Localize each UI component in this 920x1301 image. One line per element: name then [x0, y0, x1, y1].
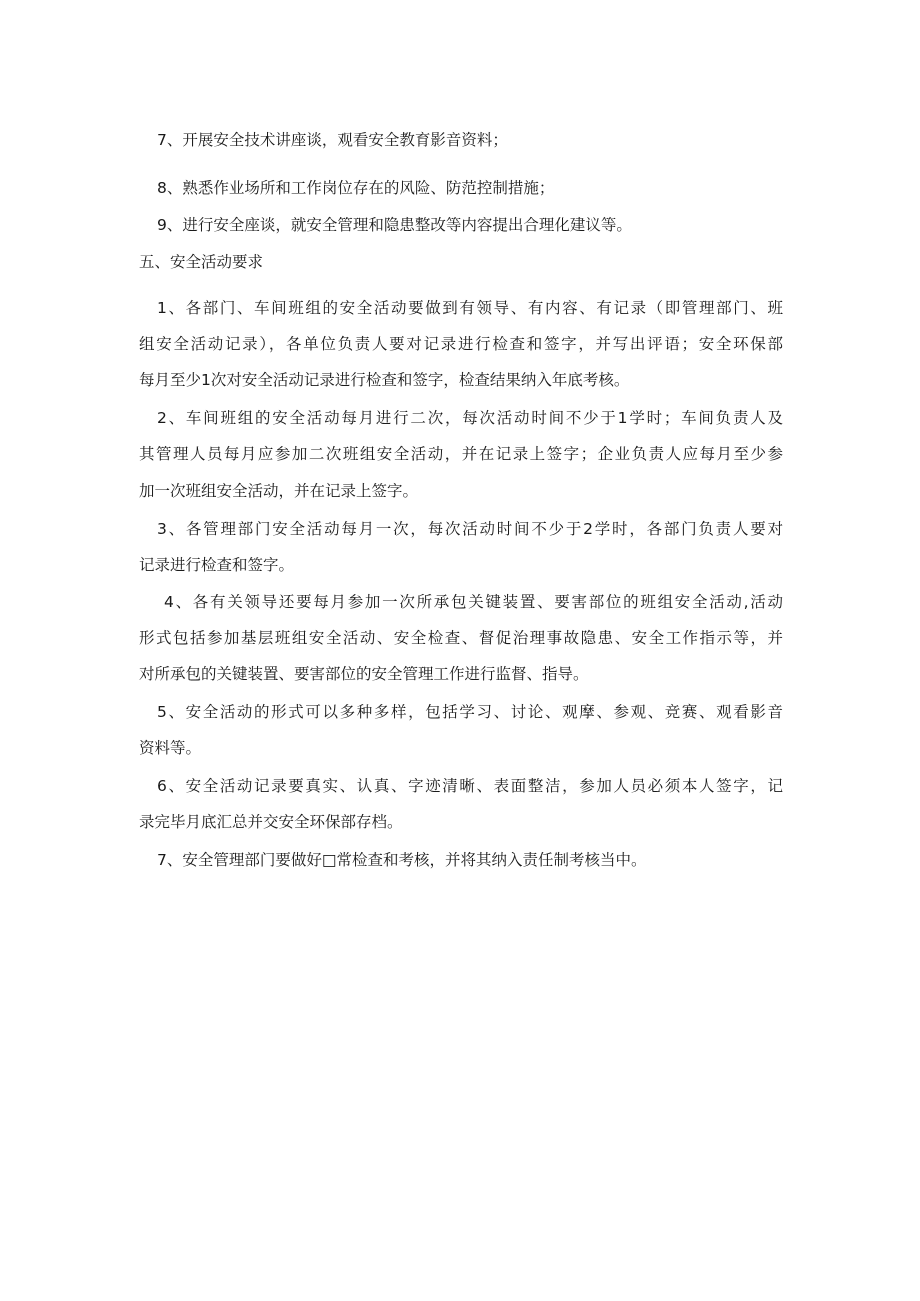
- section-heading-requirements: 五、安全活动要求: [139, 253, 264, 271]
- paragraph-4-line-1: 4、各有关领导还要每月参加一次所承包关键装置、要害部位的班组安全活动,活动: [164, 593, 783, 611]
- paragraph-2-line-2: 其管理人员每月应参加二次班组安全活动，并在记录上签字；企业负责人应每月至少参: [139, 445, 783, 463]
- list-item-7-lecture: 7、开展安全技术讲座谈，观看安全教育影音资料；: [157, 131, 508, 149]
- paragraph-7-line-1: 7、安全管理部门要做好□常检查和考核，并将其纳入责任制考核当中。: [157, 851, 647, 869]
- paragraph-5-line-1: 5、安全活动的形式可以多种多样，包括学习、讨论、观摩、参观、竞赛、观看影音: [157, 703, 783, 721]
- paragraph-1-line-3: 每月至少1次对安全活动记录进行检查和签字，检查结果纳入年底考核。: [139, 371, 630, 389]
- paragraph-5-line-2: 资料等。: [139, 739, 202, 757]
- paragraph-2-line-1: 2、车间班组的安全活动每月进行二次，每次活动时间不少于1学时；车间负责人及: [157, 409, 783, 427]
- paragraph-1-line-2: 组安全活动记录），各单位负责人要对记录进行检查和签字，并写出评语；安全环保部: [139, 335, 783, 353]
- paragraph-3-line-2: 记录进行检查和签字。: [139, 556, 295, 574]
- paragraph-6-line-1: 6、安全活动记录要真实、认真、字迹清晰、表面整洁，参加人员必须本人签字，记: [157, 777, 783, 795]
- paragraph-2-line-3: 加一次班组安全活动，并在记录上签字。: [139, 482, 419, 500]
- paragraph-1-line-1: 1、各部门、车间班组的安全活动要做到有领导、有内容、有记录（即管理部门、班: [157, 299, 783, 317]
- paragraph-4-line-3: 对所承包的关键装置、要害部位的安全管理工作进行监督、指导。: [139, 665, 589, 683]
- list-item-9-discussion: 9、进行安全座谈，就安全管理和隐患整改等内容提出合理化建议等。: [157, 216, 632, 234]
- paragraph-4-line-2: 形式包括参加基层班组安全活动、安全检查、督促治理事故隐患、安全工作指示等，并: [139, 629, 783, 647]
- paragraph-3-line-1: 3、各管理部门安全活动每月一次，每次活动时间不少于2学时，各部门负责人要对: [157, 520, 783, 538]
- list-item-8-risks: 8、熟悉作业场所和工作岗位存在的风险、防范控制措施；: [157, 179, 555, 197]
- paragraph-6-line-2: 录完毕月底汇总并交安全环保部存档。: [139, 813, 403, 831]
